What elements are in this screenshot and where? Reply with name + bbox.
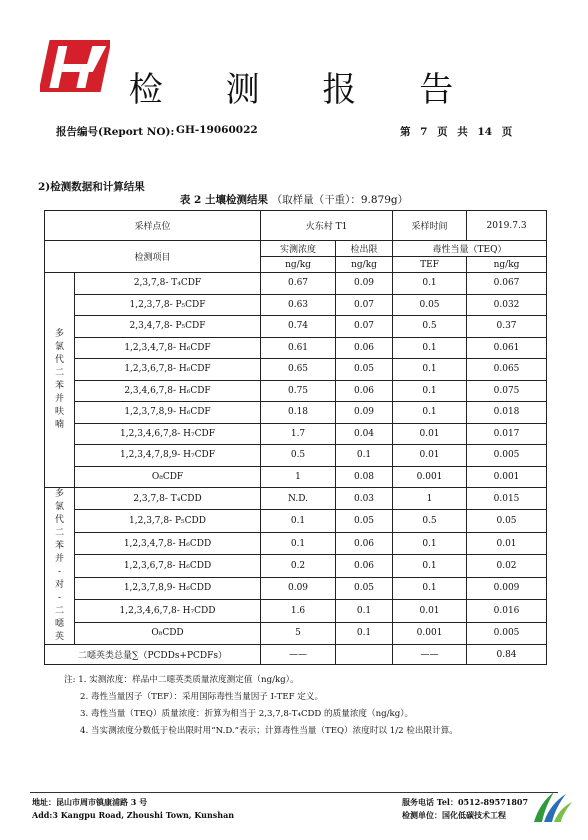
cell-tef: 0.1 bbox=[393, 577, 467, 599]
cell-teq: 0.009 bbox=[467, 577, 547, 599]
sample-time-label: 采样时间 bbox=[393, 211, 467, 241]
table-row bbox=[45, 577, 547, 599]
group-label-pcdd-char: 噁 bbox=[54, 619, 64, 629]
cell-conc: 0.75 bbox=[261, 380, 336, 402]
cell-teq: 0.37 bbox=[467, 316, 547, 338]
group-label-pcdf bbox=[45, 273, 75, 488]
page-info: 第 7 页 共 14 页 bbox=[400, 126, 513, 138]
cell-tef: 0.1 bbox=[393, 402, 467, 424]
cell-item: 1,2,3,4,6,7,8- H₇CDD bbox=[75, 600, 261, 622]
group-label-pcdd-char: 氯 bbox=[54, 502, 64, 512]
table-row bbox=[45, 600, 547, 622]
total-teq: 0.84 bbox=[467, 645, 547, 665]
footer-address-cn: 地址：昆山市周市镇康浦路 3 号 bbox=[32, 797, 148, 807]
table-row bbox=[45, 488, 547, 510]
cell-tef: 0.01 bbox=[393, 600, 467, 622]
total-lod bbox=[336, 645, 393, 665]
cell-item: 2,3,4,6,7,8- H₆CDF bbox=[75, 380, 261, 402]
section-title: 2)检测数据和计算结果 bbox=[38, 181, 145, 193]
cell-item: 1,2,3,7,8- P₅CDD bbox=[75, 510, 261, 532]
cell-tef: 0.1 bbox=[393, 359, 467, 381]
cell-lod: 0.1 bbox=[336, 445, 393, 467]
footer-unit: 检测单位：国化低碳技术工程 bbox=[402, 810, 506, 820]
cell-conc: 0.2 bbox=[261, 555, 336, 577]
cell-tef: 0.5 bbox=[393, 316, 467, 338]
table-title bbox=[0, 192, 588, 207]
cell-item: O₈CDF bbox=[75, 466, 261, 488]
cell-tef: 1 bbox=[393, 488, 467, 510]
cell-lod: 0.05 bbox=[336, 577, 393, 599]
group-label-pcdf-char: 二 bbox=[54, 368, 64, 378]
cell-conc: 1.7 bbox=[261, 423, 336, 445]
cell-item: 1,2,3,6,7,8- H₆CDF bbox=[75, 359, 261, 381]
group-label-pcdf-char: 喃 bbox=[54, 420, 64, 430]
cell-teq: 0.067 bbox=[467, 273, 547, 295]
table-row bbox=[45, 445, 547, 467]
cell-item: 1,2,3,6,7,8- H₆CDD bbox=[75, 555, 261, 577]
col-item-header: 检测项目 bbox=[45, 241, 261, 273]
results-table-body bbox=[45, 211, 547, 665]
sample-point-value: 火东村 T1 bbox=[261, 211, 393, 241]
cell-tef: 0.1 bbox=[393, 337, 467, 359]
sample-point-label: 采样点位 bbox=[45, 211, 261, 241]
total-conc: —— bbox=[261, 645, 336, 665]
cell-item: 1,2,3,4,6,7,8- H₇CDF bbox=[75, 423, 261, 445]
group-label-pcdd-char: 代 bbox=[54, 515, 64, 525]
group-label-pcdf-char: 并 bbox=[54, 394, 64, 404]
note-1: 注: 1. 实测浓度：样品中二噁英类质量浓度测定值（ng/kg）。 bbox=[64, 675, 299, 685]
cell-item: 1,2,3,4,7,8- H₆CDF bbox=[75, 337, 261, 359]
cell-lod: 0.09 bbox=[336, 273, 393, 295]
cell-conc: 0.61 bbox=[261, 337, 336, 359]
cell-conc: 1 bbox=[261, 466, 336, 488]
cell-item: 1,2,3,7,8,9- H₆CDD bbox=[75, 577, 261, 599]
table-row bbox=[45, 316, 547, 338]
cell-conc: 1.6 bbox=[261, 600, 336, 622]
cell-item: O₈CDD bbox=[75, 622, 261, 644]
table-row bbox=[45, 622, 547, 644]
cell-conc: 0.1 bbox=[261, 510, 336, 532]
table-row bbox=[45, 510, 547, 532]
table-row bbox=[45, 337, 547, 359]
table-row bbox=[45, 380, 547, 402]
cell-teq: 0.001 bbox=[467, 466, 547, 488]
group-label-pcdf-char: 氯 bbox=[54, 342, 64, 352]
cell-tef: 0.001 bbox=[393, 466, 467, 488]
cell-lod: 0.07 bbox=[336, 294, 393, 316]
table-header-row bbox=[45, 241, 547, 257]
cell-teq: 0.018 bbox=[467, 402, 547, 424]
cell-lod: 0.06 bbox=[336, 337, 393, 359]
group-label-pcdf-char: 呋 bbox=[54, 407, 64, 417]
cell-teq: 0.01 bbox=[467, 532, 547, 554]
cell-lod: 0.06 bbox=[336, 532, 393, 554]
cell-teq: 0.005 bbox=[467, 445, 547, 467]
cell-conc: 5 bbox=[261, 622, 336, 644]
cell-item: 1,2,3,7,8,9- H₆CDF bbox=[75, 402, 261, 424]
cell-conc: 0.1 bbox=[261, 532, 336, 554]
cell-conc: 0.09 bbox=[261, 577, 336, 599]
cell-teq: 0.032 bbox=[467, 294, 547, 316]
footer-divider bbox=[30, 792, 558, 793]
group-label-pcdd-char: 对 bbox=[54, 580, 64, 590]
notes bbox=[64, 672, 458, 740]
unit-lod: ng/kg bbox=[336, 257, 393, 273]
table-row bbox=[45, 423, 547, 445]
group-label-pcdf-char: 苯 bbox=[54, 381, 64, 391]
table-title-sample-amount: （取样量（干重）：9.879g） bbox=[271, 194, 409, 206]
cell-tef: 0.1 bbox=[393, 532, 467, 554]
cell-tef: 0.5 bbox=[393, 510, 467, 532]
table-row-total bbox=[45, 645, 547, 665]
table-row bbox=[45, 294, 547, 316]
results-table bbox=[44, 210, 547, 665]
table-row bbox=[45, 532, 547, 554]
report-no-label: 报告编号(Report NO): bbox=[56, 126, 175, 138]
cell-tef: 0.01 bbox=[393, 423, 467, 445]
note-2: 2. 毒性当量因子（TEF）：采用国际毒性当量因子 I-TEF 定义。 bbox=[80, 692, 324, 702]
cell-teq: 0.005 bbox=[467, 622, 547, 644]
table-row bbox=[45, 466, 547, 488]
group-label-pcdd-char: - bbox=[57, 567, 62, 577]
group-label-pcdf-char: 代 bbox=[54, 355, 64, 365]
group-label-pcdf-char: 多 bbox=[54, 329, 64, 339]
cell-teq: 0.02 bbox=[467, 555, 547, 577]
cell-conc: 0.74 bbox=[261, 316, 336, 338]
sample-time-value: 2019.7.3 bbox=[467, 211, 547, 241]
cell-conc: 0.67 bbox=[261, 273, 336, 295]
cell-lod: 0.05 bbox=[336, 510, 393, 532]
cell-teq: 0.017 bbox=[467, 423, 547, 445]
group-label-pcdd-char: 多 bbox=[54, 489, 64, 499]
cell-tef: 0.001 bbox=[393, 622, 467, 644]
cell-lod: 0.03 bbox=[336, 488, 393, 510]
cell-tef: 0.1 bbox=[393, 273, 467, 295]
note-4: 4. 当实测浓度分数低于检出限时用“N.D.”表示；计算毒性当量（TEQ）浓度时以 1/2 检出限计算。 bbox=[80, 726, 458, 736]
cell-conc: 0.5 bbox=[261, 445, 336, 467]
cell-conc: 0.18 bbox=[261, 402, 336, 424]
cell-teq: 0.065 bbox=[467, 359, 547, 381]
table-row bbox=[45, 402, 547, 424]
cell-item: 2,3,7,8- T₄CDD bbox=[75, 488, 261, 510]
table-row bbox=[45, 555, 547, 577]
cell-item: 2,3,4,7,8- P₅CDF bbox=[75, 316, 261, 338]
footer-logo bbox=[528, 782, 576, 826]
page-title: 检 测 报 告 bbox=[128, 70, 480, 110]
col-lod-header: 检出限 bbox=[336, 241, 393, 257]
table-row bbox=[45, 359, 547, 381]
col-teq-header: 毒性当量（TEQ） bbox=[393, 241, 547, 257]
cell-lod: 0.08 bbox=[336, 466, 393, 488]
cell-teq: 0.015 bbox=[467, 488, 547, 510]
col-conc-header: 实测浓度 bbox=[261, 241, 336, 257]
cell-conc: 0.65 bbox=[261, 359, 336, 381]
group-label-pcdd-char: 二 bbox=[54, 606, 64, 616]
table-row-sample-info bbox=[45, 211, 547, 241]
cell-lod: 0.06 bbox=[336, 380, 393, 402]
note-3: 3. 毒性当量（TEQ）质量浓度：折算为相当于 2,3,7,8-T₄CDD 的质量浓度（ng/kg）。 bbox=[80, 709, 414, 719]
footer-address-en: Add:3 Kangpu Road, Zhoushi Town, Kunshan bbox=[32, 810, 235, 820]
table-row bbox=[45, 273, 547, 295]
cell-item: 1,2,3,4,7,8- H₆CDD bbox=[75, 532, 261, 554]
group-label-pcdd-char: 二 bbox=[54, 528, 64, 538]
cell-tef: 0.01 bbox=[393, 445, 467, 467]
cell-teq: 0.016 bbox=[467, 600, 547, 622]
cell-teq: 0.061 bbox=[467, 337, 547, 359]
group-label-pcdd-char: 并 bbox=[54, 554, 64, 564]
cell-tef: 0.1 bbox=[393, 555, 467, 577]
footer-tel: 服务电话 Tel：0512-89571807 bbox=[402, 797, 529, 807]
cell-teq: 0.05 bbox=[467, 510, 547, 532]
cell-conc: 0.63 bbox=[261, 294, 336, 316]
cell-teq: 0.075 bbox=[467, 380, 547, 402]
cell-lod: 0.1 bbox=[336, 600, 393, 622]
cell-tef: 0.05 bbox=[393, 294, 467, 316]
group-label-pcdd bbox=[45, 488, 75, 645]
cell-lod: 0.09 bbox=[336, 402, 393, 424]
cell-lod: 0.04 bbox=[336, 423, 393, 445]
cell-item: 2,3,7,8- T₄CDF bbox=[75, 273, 261, 295]
cell-conc: N.D. bbox=[261, 488, 336, 510]
group-label-pcdd-char: 苯 bbox=[54, 541, 64, 551]
cell-item: 1,2,3,7,8- P₅CDF bbox=[75, 294, 261, 316]
cell-tef: 0.1 bbox=[393, 380, 467, 402]
total-label: 二噁英类总量∑（PCDDs+PCDFs） bbox=[45, 645, 261, 665]
cell-lod: 0.05 bbox=[336, 359, 393, 381]
report-no-value: GH-19060022 bbox=[176, 124, 258, 136]
group-label-pcdd-char: 英 bbox=[54, 632, 64, 642]
unit-teq: ng/kg bbox=[467, 257, 547, 273]
table-title-main: 表 2 土壤检测结果 bbox=[179, 194, 268, 206]
total-tef: —— bbox=[393, 645, 467, 665]
cell-lod: 0.07 bbox=[336, 316, 393, 338]
group-label-pcdd-char: - bbox=[57, 593, 62, 603]
unit-conc: ng/kg bbox=[261, 257, 336, 273]
cell-lod: 0.1 bbox=[336, 622, 393, 644]
cell-item: 1,2,3,4,7,8,9- H₇CDF bbox=[75, 445, 261, 467]
unit-tef: TEF bbox=[393, 257, 467, 273]
cell-lod: 0.06 bbox=[336, 555, 393, 577]
